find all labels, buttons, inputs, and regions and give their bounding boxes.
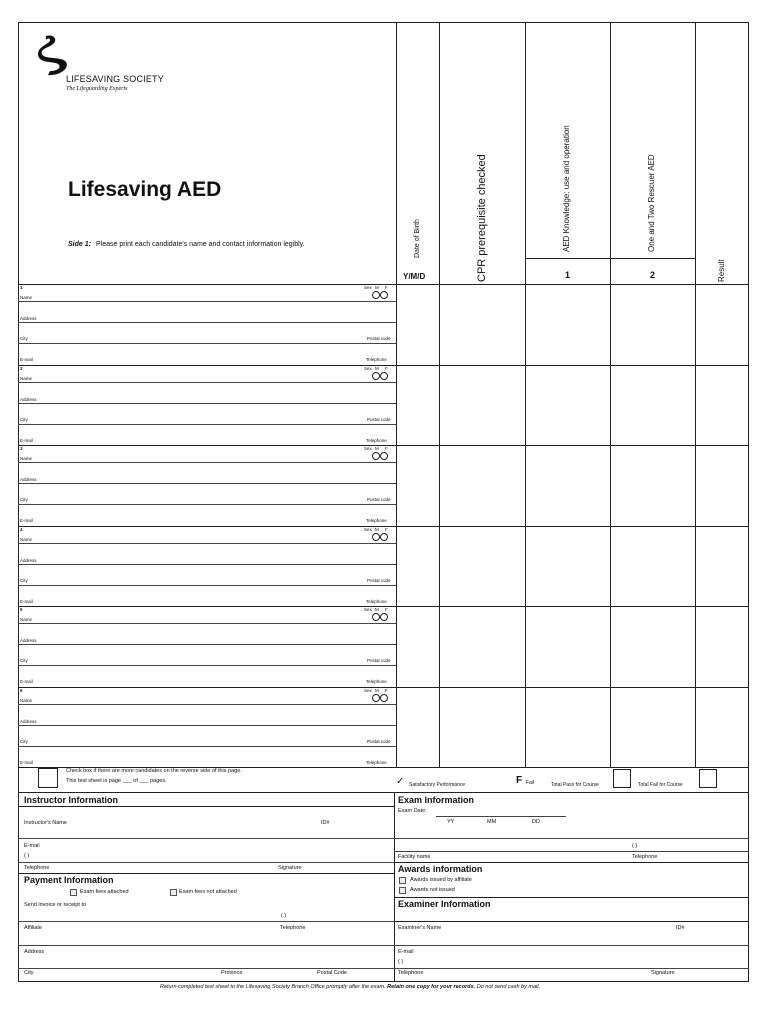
sex-f-label: F bbox=[385, 607, 388, 612]
examiner-paren: ( ) bbox=[398, 959, 404, 965]
return-note bbox=[160, 984, 540, 990]
candidate-number: 3 bbox=[20, 446, 23, 451]
name-label: Name bbox=[20, 697, 33, 703]
rule bbox=[18, 424, 396, 425]
exam-fees-not-attached-label: Exam fees not attached bbox=[179, 889, 237, 895]
col-header-result: Result bbox=[717, 259, 726, 282]
sex-f-label: F bbox=[385, 446, 388, 451]
rule bbox=[394, 862, 749, 863]
col-header-aed-knowledge: AED Knowledge: use and operation bbox=[562, 125, 571, 252]
postal-code-label: Postal code bbox=[367, 416, 391, 422]
sex-f-label: F bbox=[385, 285, 388, 290]
examiner-id-label: ID# bbox=[676, 925, 685, 931]
affiliate-label: Affiliate bbox=[24, 925, 42, 931]
exam-fees-attached-checkbox[interactable] bbox=[70, 889, 77, 896]
exam-fees-not-attached-checkbox[interactable] bbox=[170, 889, 177, 896]
email-label: E-mail bbox=[20, 437, 33, 443]
logo bbox=[34, 34, 184, 104]
sex-m-label: M bbox=[375, 526, 379, 532]
rule bbox=[394, 851, 749, 852]
total-fail-box[interactable] bbox=[699, 769, 717, 788]
rule bbox=[18, 623, 396, 624]
province-label: Province bbox=[221, 970, 243, 976]
total-pass-box[interactable] bbox=[613, 769, 631, 788]
rule bbox=[18, 483, 396, 484]
exam-date-label: Exam Date: bbox=[398, 808, 427, 814]
facility-name-label: Facility name bbox=[398, 854, 431, 860]
rule bbox=[18, 564, 396, 565]
col-header-dob: Date of Birth bbox=[414, 219, 421, 258]
telephone-label: Telephone bbox=[366, 357, 387, 362]
sex-label: Sex bbox=[364, 607, 372, 612]
sex-f-label: F bbox=[385, 687, 388, 693]
return-note-part2: Retain one copy for your records. bbox=[387, 984, 476, 990]
col-header-dob-format: Y/M/D bbox=[403, 272, 426, 281]
sex-f-label: F bbox=[385, 365, 388, 371]
col-header-rescuer-num: 2 bbox=[650, 270, 656, 280]
total-pass-label: Total Pass for Course bbox=[551, 782, 599, 788]
address-label: Address bbox=[20, 477, 37, 482]
candidate-number: 6 bbox=[20, 687, 23, 693]
payment-section-title: Payment Information bbox=[24, 875, 114, 885]
sex-m-label: M bbox=[375, 687, 379, 693]
org-name: LIFESAVING SOCIETY bbox=[66, 74, 164, 84]
rule bbox=[18, 301, 396, 302]
side-label: Side 1: bbox=[68, 241, 91, 248]
exam-date-yy: YY bbox=[447, 819, 455, 825]
awards-not-issued-label: Awards not issued bbox=[410, 887, 455, 893]
telephone-label: Telephone bbox=[366, 679, 387, 684]
address-label: Address bbox=[24, 949, 45, 955]
facility-telephone-label: Telephone bbox=[632, 854, 658, 860]
sex-m-label: M bbox=[375, 607, 379, 612]
rule bbox=[394, 945, 749, 946]
postal-code-label: Postal code bbox=[367, 497, 391, 502]
sex-m-label: M bbox=[375, 365, 379, 371]
rule bbox=[18, 838, 394, 839]
sex-label: Sex bbox=[364, 285, 372, 290]
examiner-telephone-label: Telephone bbox=[398, 970, 424, 976]
email-label: E-mail bbox=[20, 759, 33, 765]
rule bbox=[18, 504, 396, 505]
telephone-label: Telephone bbox=[366, 759, 387, 765]
telephone-label: Telephone bbox=[366, 437, 387, 443]
rule bbox=[18, 382, 396, 383]
instructor-id-label: ID# bbox=[321, 820, 330, 826]
return-note-part3: Do not send cash by mail. bbox=[476, 984, 541, 990]
fail-label: Fail bbox=[526, 780, 535, 786]
col-header-cpr: CPR prerequisite checked bbox=[476, 154, 488, 282]
candidate-block bbox=[18, 366, 749, 447]
rule bbox=[18, 725, 396, 726]
col-header-rescuer: One and Two Rescuer AED bbox=[647, 154, 656, 252]
rule bbox=[18, 945, 394, 946]
candidate-block bbox=[18, 527, 749, 608]
name-label: Name bbox=[20, 375, 33, 381]
name-label: Name bbox=[20, 536, 33, 542]
telephone-label: Telephone bbox=[366, 518, 387, 523]
sex-m-radio[interactable] bbox=[372, 372, 380, 380]
satisfactory-label: Satisfactory Performance bbox=[409, 782, 466, 788]
city-label: City bbox=[20, 416, 28, 422]
exam-paren: ( ) bbox=[632, 843, 638, 849]
address-label: Address bbox=[20, 638, 37, 643]
sex-label: Sex bbox=[364, 365, 372, 371]
rule bbox=[394, 838, 749, 839]
exam-date-dd: DD bbox=[532, 819, 540, 825]
sex-m-radio[interactable] bbox=[372, 533, 380, 541]
lifesaving-society-logo-icon bbox=[36, 34, 72, 78]
awards-section-title: Awards information bbox=[398, 864, 483, 874]
sex-f-radio[interactable] bbox=[380, 291, 388, 299]
awards-not-issued-checkbox[interactable] bbox=[399, 887, 406, 894]
sex-f-radio[interactable] bbox=[380, 452, 388, 460]
city-label: City bbox=[24, 970, 34, 976]
org-tagline: The Lifeguarding Experts bbox=[66, 86, 128, 92]
rule bbox=[394, 968, 749, 969]
more-candidates-checkbox[interactable] bbox=[38, 768, 58, 788]
exam-date-mm: MM bbox=[487, 819, 497, 825]
rule bbox=[18, 585, 396, 586]
telephone-label: Telephone bbox=[366, 598, 387, 604]
awards-issued-label: Awards issued by affiliate bbox=[410, 877, 472, 883]
city-label: City bbox=[20, 577, 28, 583]
rule bbox=[18, 968, 394, 969]
header-subline bbox=[525, 258, 695, 259]
examiner-section-title: Examiner Information bbox=[398, 899, 491, 909]
candidate-number: 1 bbox=[20, 285, 23, 290]
check-symbol: ✓ bbox=[396, 776, 405, 787]
sex-f-radio[interactable] bbox=[380, 613, 388, 621]
examiner-signature-label: Signature bbox=[651, 970, 675, 976]
sex-m-radio[interactable] bbox=[372, 694, 380, 702]
rule bbox=[18, 921, 394, 922]
sex-label: Sex bbox=[364, 687, 372, 693]
sex-f-radio[interactable] bbox=[380, 533, 388, 541]
col-header-aed-num: 1 bbox=[565, 270, 571, 280]
exam-fees-attached-label: Exam fees attached bbox=[80, 889, 129, 895]
page-count-text: This test sheet is page ___ of ___ pages. bbox=[66, 778, 167, 784]
sex-m-radio[interactable] bbox=[372, 452, 380, 460]
rule bbox=[18, 403, 396, 404]
instructor-signature-label: Signature bbox=[278, 865, 302, 871]
instructor-telephone-label: Telephone bbox=[24, 865, 50, 871]
rule bbox=[394, 897, 749, 898]
address-label: Address bbox=[20, 718, 37, 724]
exam-section-title: Exam Information bbox=[398, 795, 475, 805]
rule bbox=[18, 322, 396, 323]
rule bbox=[18, 704, 396, 705]
rule bbox=[18, 644, 396, 645]
candidate-number: 2 bbox=[20, 365, 23, 371]
rule bbox=[18, 543, 396, 544]
candidate-block bbox=[18, 688, 749, 769]
sex-m-radio[interactable] bbox=[372, 613, 380, 621]
address-label: Address bbox=[20, 316, 37, 321]
rule bbox=[436, 816, 566, 817]
rule bbox=[394, 921, 749, 922]
rule bbox=[18, 746, 396, 747]
city-label: City bbox=[20, 658, 28, 663]
email-label: E-mail bbox=[20, 518, 33, 523]
postal-code-label: Postal Code bbox=[317, 970, 347, 976]
sex-m-label: M bbox=[375, 446, 379, 451]
candidate-number: 4 bbox=[20, 526, 23, 532]
postal-code-label: Postal code bbox=[367, 738, 391, 744]
address-label: Address bbox=[20, 557, 37, 563]
instructor-email-label: E-mail bbox=[24, 843, 40, 849]
sex-f-radio[interactable] bbox=[380, 694, 388, 702]
examiner-email-label: E-mail bbox=[398, 949, 414, 955]
total-fail-label: Total Fail for Course bbox=[638, 782, 683, 788]
page-title: Lifesaving AED bbox=[68, 178, 222, 201]
send-invoice-label: Send invoice or receipt to bbox=[24, 902, 87, 908]
awards-issued-checkbox[interactable] bbox=[399, 877, 406, 884]
footer-row-line bbox=[18, 792, 749, 793]
instruction-text: Please print each candidate's name and contact information legibly. bbox=[96, 241, 305, 248]
candidate-block bbox=[18, 446, 749, 527]
email-label: E-mail bbox=[20, 679, 33, 684]
rule bbox=[18, 462, 396, 463]
email-label: E-mail bbox=[20, 598, 33, 604]
rule bbox=[18, 862, 394, 863]
instructor-section-title: Instructor Information bbox=[24, 795, 118, 805]
sex-m-radio[interactable] bbox=[372, 291, 380, 299]
rule bbox=[18, 343, 396, 344]
rule bbox=[18, 873, 394, 874]
name-label: Name bbox=[20, 617, 33, 622]
sex-label: Sex bbox=[364, 526, 372, 532]
name-label: Name bbox=[20, 295, 33, 300]
examiner-name-label: Examiner's Name bbox=[398, 925, 442, 931]
rule bbox=[18, 665, 396, 666]
return-note-part1: Return completed test sheet to the Lifesaving Society Branch Office promptly after the exam. bbox=[160, 984, 386, 990]
name-label: Name bbox=[20, 456, 33, 461]
city-label: City bbox=[20, 738, 28, 744]
instructor-paren: ( ) bbox=[24, 853, 30, 859]
candidate-block bbox=[18, 607, 749, 688]
fail-symbol: F bbox=[516, 775, 523, 786]
payment-telephone-label: Telephone bbox=[280, 925, 306, 931]
city-label: City bbox=[20, 497, 28, 502]
payment-paren: ( ) bbox=[281, 913, 287, 919]
email-label: E-mail bbox=[20, 357, 33, 362]
postal-code-label: Postal code bbox=[367, 336, 391, 341]
sex-f-label: F bbox=[385, 526, 388, 532]
postal-code-label: Postal code bbox=[367, 577, 391, 583]
sex-f-radio[interactable] bbox=[380, 372, 388, 380]
more-candidates-text: Check box if there are more candidates on the reverse side of this page. bbox=[66, 768, 242, 774]
sex-m-label: M bbox=[375, 285, 379, 290]
candidate-block bbox=[18, 285, 749, 366]
instructor-name-label: Instructor's Name bbox=[24, 820, 67, 826]
address-label: Address bbox=[20, 396, 37, 402]
rule bbox=[18, 806, 394, 807]
sex-label: Sex bbox=[364, 446, 372, 451]
postal-code-label: Postal code bbox=[367, 658, 391, 663]
candidate-number: 5 bbox=[20, 607, 23, 612]
city-label: City bbox=[20, 336, 28, 341]
bottom-divider bbox=[394, 792, 395, 982]
